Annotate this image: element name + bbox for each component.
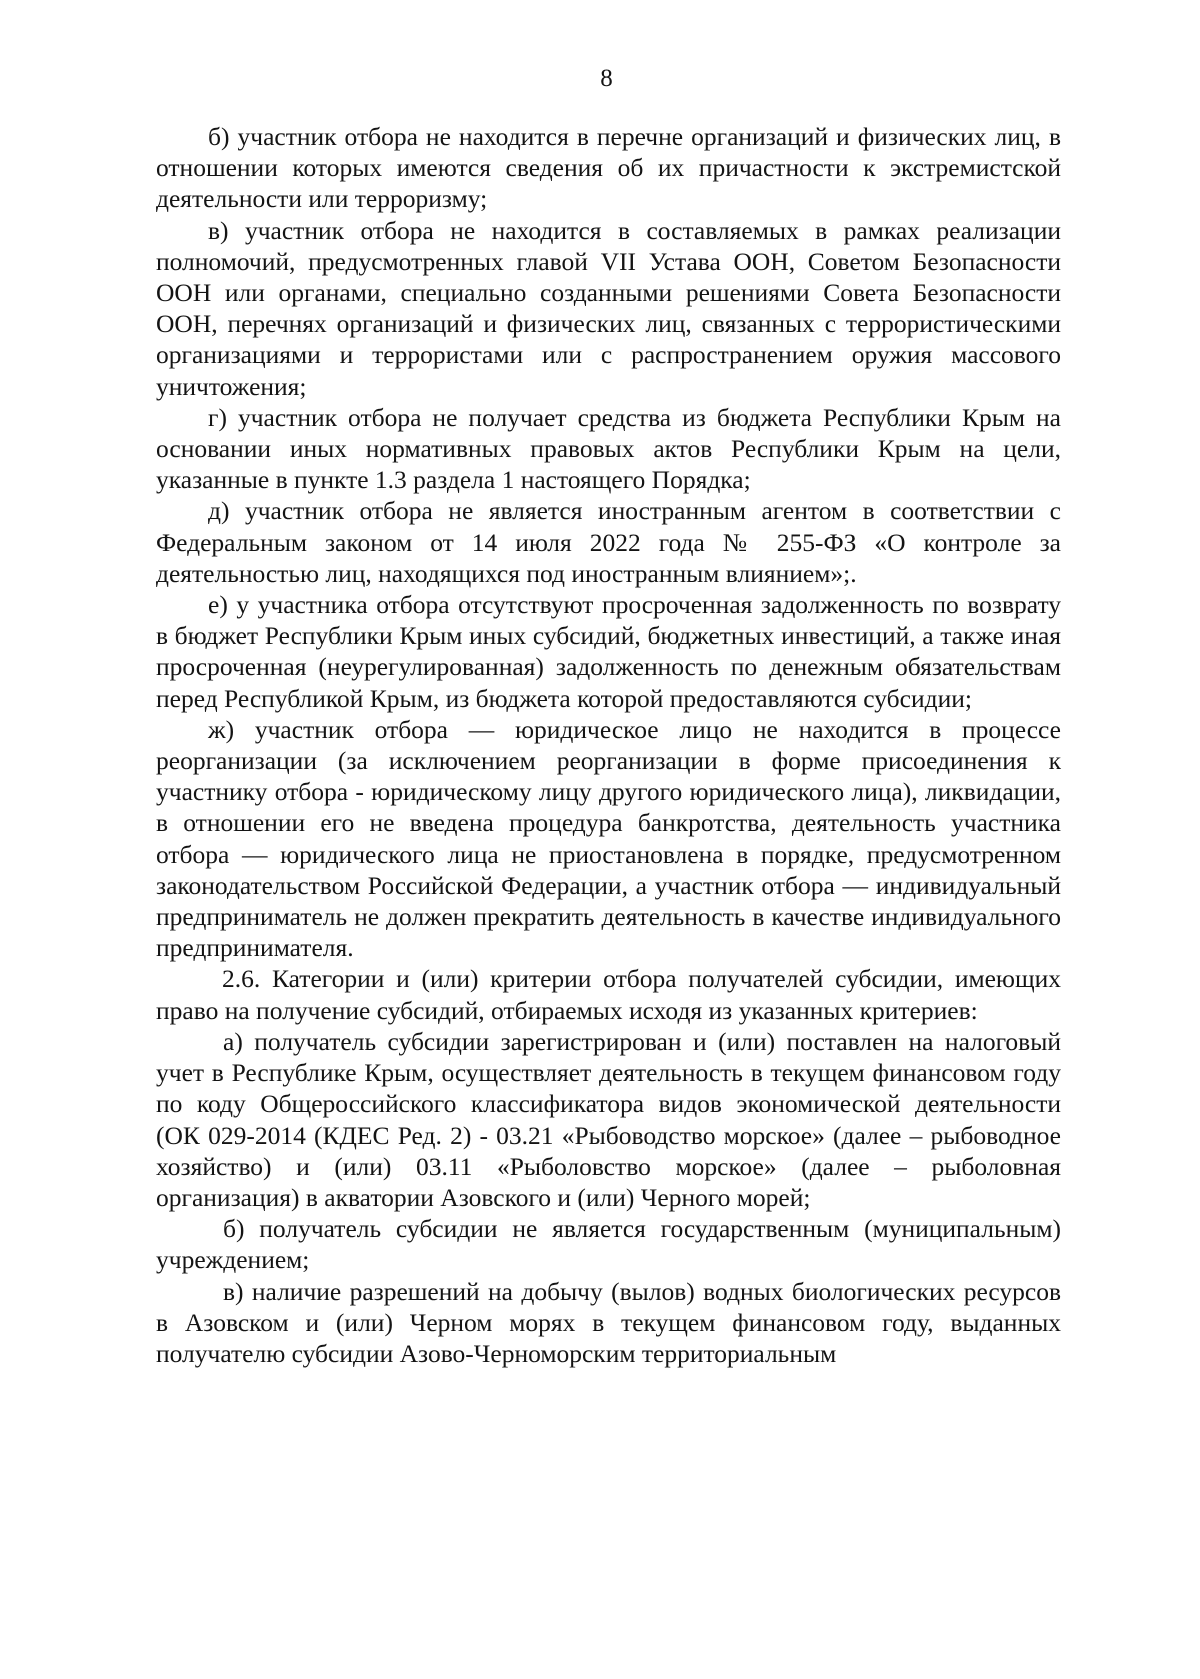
page-number: 8 — [600, 65, 613, 92]
paragraph-g-budget-funds: г) участник отбора не получает средства из бюджета Республики Крым на основании иных нормативных правовых актов Республики Крым на цели, указанные в пункте 1.3 раздела 1 настоящего Порядка; — [156, 402, 1061, 495]
section-2-6-criteria: 2.6. Категории и (или) критерии отбора получателей субсидии, имеющих право на получение субсидий, отбираемых исходя из указанных критериев: — [156, 964, 1061, 1025]
criterion-b-not-institution: б) получатель субсидии не является государственным (муниципальным) учреждением; — [156, 1214, 1061, 1275]
paragraph-e-overdue-debt: е) у участника отбора отсутствуют просроченная задолженность по возврату в бюджет Республики Крым иных субсидий, бюджетных инвестиций, а также иная просроченная (неурегулированная) задолженность по денежным обязательствам перед Республикой Крым, из бюджета которой предоставляются субсидии; — [156, 590, 1061, 713]
paragraph-d-foreign-agent: д) участник отбора не является иностранным агентом в соответствии с Федеральным законом от 14 июля 2022 года № 255-ФЗ «О контроле за деятельностью лиц, находящихся под иностранным влиянием»;. — [156, 496, 1061, 588]
paragraph-v-un-sanctions: в) участник отбора не находится в составляемых в рамках реализации полномочий, предусмотренных главой VII Устава ООН, Советом Безопасности ООН или органами, специально созданными решениями Совета Безопасности ООН, перечнях организаций и физических лиц, связанных с террористическими организациями и террористами или с распространением оружия массового уничтожения; — [156, 215, 1061, 401]
document-body — [156, 121, 1061, 1369]
paragraph-zh-reorganization: ж) участник отбора — юридическое лицо не находится в процессе реорганизации (за исключением реорганизации в форме присоединения к участнику отбора - юридическому лицу другого юридического лица), ликвидации, в отношении его не введена процедура банкротства, деятельность участника отбора — юридического лица не приостановлена в порядке, предусмотренном законодательством Российской Федерации, а участник отбора — индивидуальный предприниматель не должен прекратить деятельность в качестве индивидуального предпринимателя. — [156, 714, 1061, 963]
paragraph-b-extremism: б) участник отбора не находится в перечне организаций и физических лиц, в отношении которых имеются сведения об их причастности к экстремистской деятельности или терроризму; — [156, 122, 1061, 214]
criterion-v-fishing-permits: в) наличие разрешений на добычу (вылов) водных биологических ресурсов в Азовском и (или) Черном морях в текущем финансовом году, выданных получателю субсидии Азово-Черноморским территориальным — [156, 1276, 1061, 1368]
criterion-a-registration: а) получатель субсидии зарегистрирован и (или) поставлен на налоговый учет в Республике Крым, осуществляет деятельность в текущем финансовом году по коду Общероссийского классификатора видов экономической деятельности (ОК 029-2014 (КДЕС Ред. 2) - 03.21 «Рыбоводство морское» (далее – рыбоводное хозяйство) и (или) 03.11 «Рыболовство морское» (далее – рыболовная организация) в акватории Азовского и (или) Черного морей; — [156, 1026, 1061, 1212]
